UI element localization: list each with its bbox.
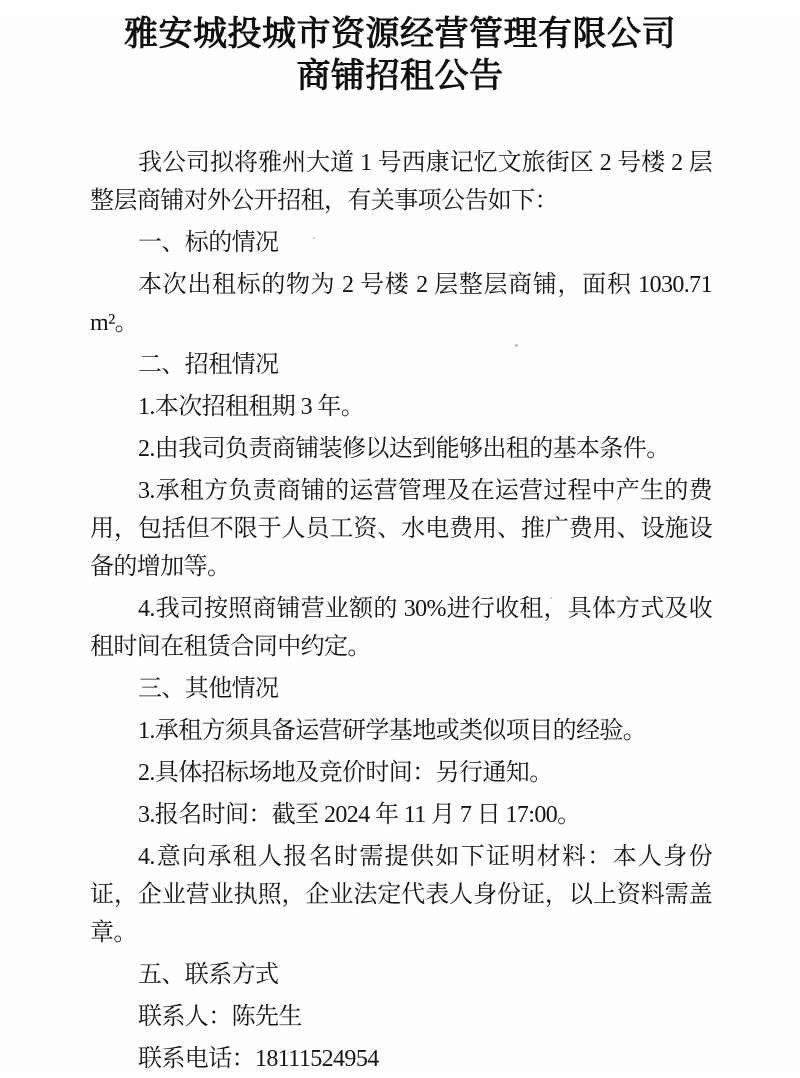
section-1-item: 本次出租标的物为 2 号楼 2 层整层商铺，面积 1030.71 m²。 [90, 272, 712, 336]
paragraph-intro: 我公司拟将雅州大道 1 号西康记忆文旅街区 2 号楼 2 层整层商铺对外公开招租，有关事项公告如下： [90, 150, 712, 214]
scan-speck [313, 237, 315, 239]
section-2-item-2: 2.由我司负责商铺装修以达到能够出租的基本条件。 [138, 436, 670, 462]
document-title-line2: 商铺招租公告 [296, 58, 504, 95]
document-title-line1: 雅安城投城市资源经营管理有限公司 [124, 16, 676, 53]
document-page [0, 14, 800, 1071]
section-2-item-3: 3.承租方负责商铺的运营管理及在运营过程中产生的费用，包括但不限于人员工资、水电费用、推广费用、设施设备的增加等。 [90, 478, 712, 580]
section-2-heading: 二、招租情况 [138, 352, 279, 378]
section-3-item-1: 1.承租方须具备运营研学基地或类似项目的经验。 [138, 718, 647, 744]
section-2-item-4: 4.我司按照商铺营业额的 30%进行收租，具体方式及收租时间在租赁合同中约定。 [90, 596, 712, 660]
document-title [0, 14, 800, 98]
section-1-heading: 一、标的情况 [138, 230, 279, 256]
section-3-heading: 三、其他情况 [138, 676, 279, 702]
section-3-item-3: 3.报名时间：截至 2024 年 11 月 7 日 17:00。 [138, 802, 581, 828]
scan-speck [415, 606, 417, 608]
scan-speck [550, 597, 552, 599]
contact-phone-line: 联系电话：18111524954 [138, 1046, 379, 1072]
section-5-heading: 五、联系方式 [138, 962, 279, 988]
scan-speck [515, 344, 518, 347]
contact-person-line: 联系人：陈先生 [138, 1004, 302, 1030]
document-body [90, 144, 712, 1078]
scan-speck [240, 976, 242, 978]
section-3-item-4: 4.意向承租人报名时需提供如下证明材料：本人身份证，企业营业执照，企业法定代表人身份证，以上资料需盖章。 [90, 844, 712, 946]
section-2-item-1: 1.本次招租租期 3 年。 [138, 394, 365, 420]
section-3-item-2: 2.具体招标场地及竞价时间：另行通知。 [138, 760, 553, 786]
